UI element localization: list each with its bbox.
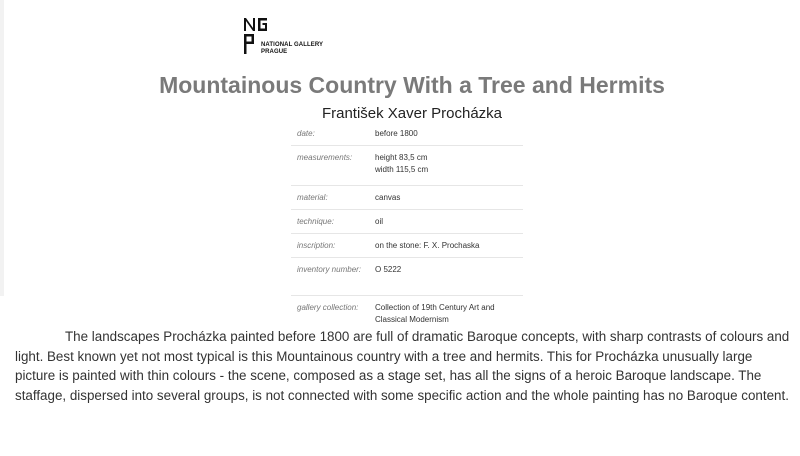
logo-line-1: NATIONAL GALLERY [261,42,324,48]
metadata-label: inscription: [297,241,336,250]
metadata-label: material: [297,193,328,202]
metadata-label: date: [297,129,315,138]
metadata-row-inscription [291,234,523,258]
logo-text [261,42,323,55]
metadata-value [375,264,521,276]
metadata-value-line: O 5222 [375,265,402,274]
metadata-value-line[interactable]: canvas [375,193,401,202]
metadata-value-line: height 83,5 cm [375,153,428,162]
metadata-row-date [291,122,523,146]
metadata-row-measurements [291,146,523,186]
metadata-label: inventory number: [297,265,362,274]
metadata-value[interactable] [375,192,521,204]
artwork-author[interactable]: František Xaver Procházka [321,105,503,122]
metadata-row-technique [291,210,523,234]
metadata-label: gallery collection: [297,303,359,312]
metadata-value-line[interactable]: Collection of 19th Century Art and Classical Modernism [375,303,495,324]
metadata-row-material [291,186,523,210]
artwork-title: Mountainous Country With a Tree and Hermits [159,72,665,98]
artwork-description: The landscapes Procházka painted before 1800 are full of dramatic Baroque concepts, with sharp contrasts of colours and light. Best known yet not most typical is this Mountainous country with a tree and hermits. This for Procházka unusually large picture is painted with thin colours - the scene, composed as a stage set, has all the signs of a heroic Baroque landscape. The staffage, dispersed into several groups, is not connected with some specific action and the whole painting has no Baroque content. [15,329,790,403]
ngp-logo[interactable] [241,14,341,58]
logo-line-2: PRAGUE [261,48,288,55]
metadata-row-inventory-number [291,258,523,296]
metadata-value [375,240,521,252]
metadata-value[interactable] [375,302,521,326]
metadata-value-line: width 115,5 cm [375,165,429,174]
metadata-value [375,152,521,176]
metadata-label: measurements: [297,153,353,162]
metadata-row-gallery-collection [291,296,523,330]
metadata-table [291,122,523,330]
metadata-value[interactable] [375,216,521,228]
metadata-value-line: on the stone: F. X. Prochaska [375,241,480,250]
metadata-label: technique: [297,217,334,226]
left-edge-strip [0,0,4,296]
metadata-value [375,128,521,140]
metadata-value-line: before 1800 [375,129,418,138]
metadata-value-line[interactable]: oil [375,217,384,226]
